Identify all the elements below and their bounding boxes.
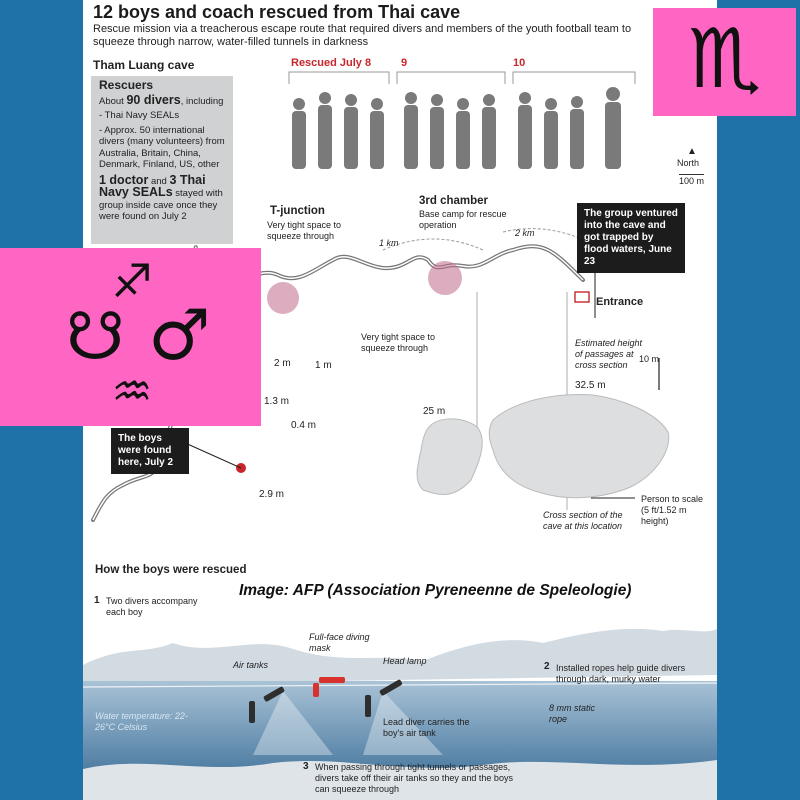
entrance-label: Entrance (596, 296, 644, 308)
height-2m: 2 m (274, 358, 291, 369)
step-2-number: 2 (544, 661, 550, 672)
head-lamp-label: Head lamp (383, 656, 427, 666)
t-junction-marker (267, 282, 299, 314)
height-0-4m: 0.4 m (291, 420, 317, 431)
person-silhouette (370, 98, 384, 169)
rescuers-item-1: - Thai Navy SEALs (99, 110, 180, 121)
mask-label: Full-face diving mask (309, 632, 370, 653)
person-silhouette (482, 94, 496, 169)
image-credit: Image: AFP (Association Pyreneenne de Speleologie) (239, 582, 632, 599)
how-rescued-heading: How the boys were rescued (95, 564, 247, 576)
person-silhouette (518, 92, 532, 169)
mars-icon: ♂ (148, 294, 211, 376)
height-32-5m: 32.5 m (575, 380, 606, 391)
rescuers-heading: Rescuers (99, 78, 154, 92)
person-silhouette (456, 98, 470, 169)
callout-found: The boys were found here, July 2 (111, 428, 189, 474)
person-silhouette (292, 98, 306, 169)
person-silhouette (570, 96, 584, 169)
rescuers-stayed: 1 doctor and 3 Thai Navy SEALs stayed with group inside cave once they were found on July 2 (99, 172, 223, 222)
cross-section-label: Cross section of the cave at this location (543, 510, 623, 531)
page-subtitle: Rescue mission via a treacherous escape route that required divers and members of the youth football team to squeeze through narrow, water-filled tunnels in darkness (93, 23, 632, 48)
third-chamber-marker (428, 261, 462, 295)
height-25m: 25 m (423, 406, 446, 417)
cross-section-25m (417, 419, 482, 495)
entrance-icon (575, 292, 589, 302)
person-silhouette (404, 92, 418, 169)
height-10m: 10 m (639, 354, 660, 364)
page-title: 12 boys and coach rescued from Thai cave (93, 2, 461, 22)
rescued-july-8: Rescued July 8 (291, 57, 372, 69)
rescued-july-9: 9 (401, 57, 408, 69)
third-chamber-label: 3rd chamber (419, 195, 489, 207)
height-1m: 1 m (315, 360, 332, 371)
person-to-scale-label: Person to scale (5 ft/1.52 m height) (641, 494, 704, 526)
rescued-july-10: 10 (513, 57, 526, 69)
step-2-text: Installed ropes help guide divers through dark, murky water (556, 663, 686, 684)
person-silhouette (344, 94, 358, 169)
person-silhouette (544, 98, 558, 169)
callout-ventured: The group ventured into the cave and got trapped by flood waters, June 23 (577, 203, 685, 273)
height-2-9m: 2.9 m (259, 489, 285, 500)
air-tanks-label: Air tanks (233, 660, 269, 670)
step-3-text: When passing through tight tunnels or passages, divers take off their air tanks so they and the boys can squeeze through (315, 762, 513, 794)
water-temperature-label: Water temperature: 22-26°C Celsius (95, 711, 188, 732)
lead-diver-label: Lead diver carries the boy's air tank (383, 717, 470, 738)
step-1-number: 1 (94, 595, 100, 606)
north-label: North (677, 158, 700, 168)
estimated-height-label: Estimated height of passages at cross section (575, 338, 643, 370)
person-silhouette (318, 92, 332, 169)
sign-badge (0, 248, 261, 426)
cross-section-325m (489, 394, 669, 497)
distance-1km: 1 km (379, 238, 399, 248)
t-junction-label: T-junction (270, 205, 325, 217)
scorpio-badge (653, 8, 796, 116)
scorpio-icon: ♏ (687, 12, 762, 107)
rescuers-item-2: - Approx. 50 international divers (many volunteers) from Australia, Britain, China, Denmark, Finland, US, other (99, 124, 225, 170)
person-silhouette (605, 87, 621, 169)
aquarius-icon: ♒ (111, 364, 153, 418)
step-1-text: Two divers accompany each boy (106, 596, 198, 617)
rescuers-about: About 90 divers, including (99, 92, 224, 107)
rescued-people-silhouettes (283, 86, 643, 172)
distance-2km: 2 km (515, 228, 535, 238)
sagittarius-icon: ♐ (111, 254, 153, 308)
scale-label: 100 m (679, 176, 705, 186)
person-silhouette (430, 94, 444, 169)
south-node-icon: ☋ (66, 298, 125, 375)
t-junction-desc: Very tight space to squeeze through (267, 220, 342, 241)
north-arrow-icon: ▲ (687, 146, 697, 157)
cave-heading: Tham Luang cave (93, 58, 195, 72)
height-1-3m: 1.3 m (264, 396, 290, 407)
third-chamber-desc: Base camp for rescue operation (419, 209, 507, 230)
very-tight-label: Very tight space to squeeze through (361, 332, 436, 353)
step-3-number: 3 (303, 761, 309, 772)
rope-label: 8 mm static rope (549, 703, 596, 724)
